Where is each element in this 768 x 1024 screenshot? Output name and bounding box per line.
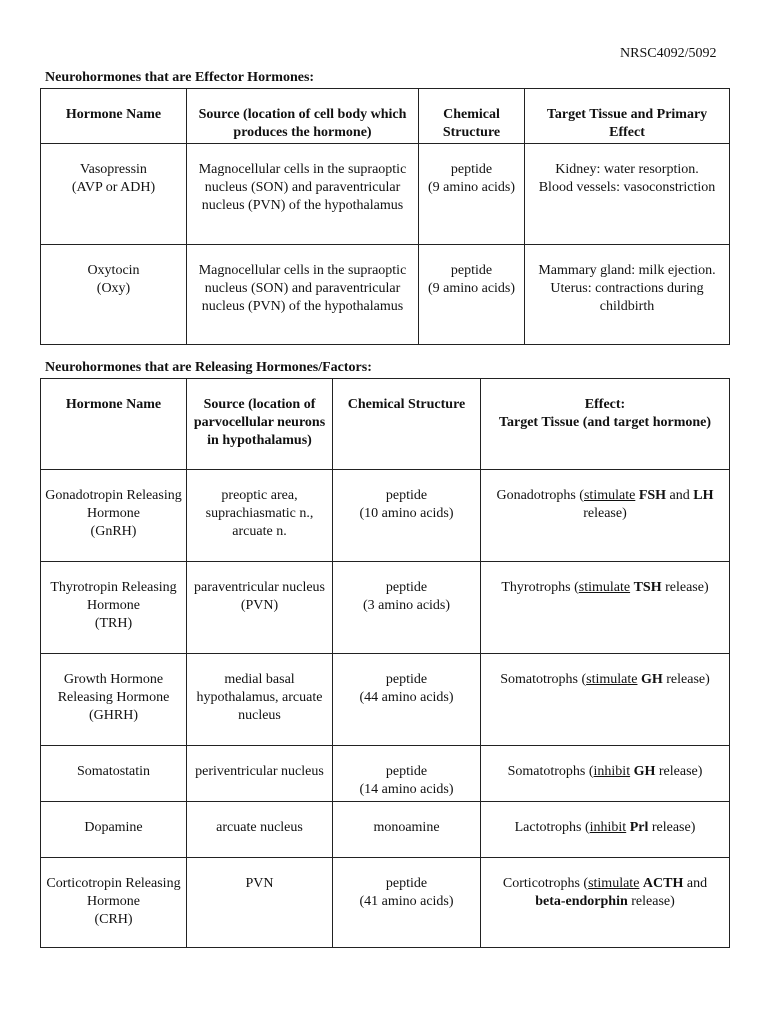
column-header: Chemical Structure <box>333 379 481 470</box>
effect-action: stimulate <box>588 876 640 891</box>
structure-detail: (44 amino acids) <box>359 690 454 705</box>
effect-suffix: release) <box>655 764 703 779</box>
structure-cell <box>419 144 525 245</box>
releasing-hormones-title: Neurohormones that are Releasing Hormones/Factors: <box>45 360 372 375</box>
effect-cell <box>481 858 730 948</box>
course-code: NRSC4092/5092 <box>620 46 717 61</box>
table-row <box>41 654 730 746</box>
table-header-row <box>41 379 730 470</box>
structure-cell <box>419 245 525 345</box>
structure-detail: (14 amino acids) <box>359 782 454 797</box>
target-hormone: beta-endorphin <box>535 894 628 909</box>
column-header: Chemical Structure <box>419 89 525 144</box>
hormone-name: Gonadotropin Releasing Hormone <box>45 488 182 521</box>
effect-action: stimulate <box>578 580 631 595</box>
effect-cell <box>481 562 730 654</box>
table-row <box>41 746 730 802</box>
structure-cell <box>333 858 481 948</box>
structure-detail: (9 amino acids) <box>427 180 516 195</box>
effect-target: Gonadotrophs ( <box>496 488 584 503</box>
structure-type: peptide <box>385 672 428 687</box>
source-text: Magnocellular cells in the supraoptic nucleus (SON) and paraventricular nucleus (PVN) of the hypothalamus <box>198 162 407 213</box>
hormone-name-cell <box>41 802 187 858</box>
structure-cell <box>333 470 481 562</box>
source-cell <box>187 746 333 802</box>
structure-type: peptide <box>385 488 428 503</box>
effect-target: Corticotrophs ( <box>502 876 589 891</box>
effect-suffix: release) <box>627 894 675 909</box>
effector-hormones-title: Neurohormones that are Effector Hormones: <box>45 70 315 85</box>
target-hormone: GH <box>640 672 663 687</box>
column-header: Hormone Name <box>41 379 187 470</box>
hormone-name-cell <box>41 562 187 654</box>
target-hormone: TSH <box>633 580 662 595</box>
effect-target: Thyrotrophs ( <box>501 580 579 595</box>
effect-action: stimulate <box>583 488 636 503</box>
structure-type: peptide <box>385 876 428 891</box>
effect-suffix: release) <box>648 820 696 835</box>
source-text: preoptic area, suprachiasmatic n., arcuate n. <box>205 488 314 539</box>
table-row <box>41 470 730 562</box>
structure-type: monoamine <box>373 820 440 835</box>
effect-text: Kidney: water resorption. <box>555 162 699 177</box>
structure-detail: (10 amino acids) <box>359 506 454 521</box>
source-cell <box>187 654 333 746</box>
hormone-name-cell <box>41 470 187 562</box>
hormone-abbreviation: (GHRH) <box>89 708 138 723</box>
structure-type: peptide <box>385 580 428 595</box>
structure-type: peptide <box>450 263 493 278</box>
target-hormone: FSH <box>638 488 667 503</box>
hormone-name-cell <box>41 144 187 245</box>
table-row <box>41 245 730 345</box>
effect-cell <box>481 746 730 802</box>
hormone-name: Vasopressin <box>80 162 147 177</box>
effect-conjunction: and <box>683 876 708 891</box>
structure-cell <box>333 562 481 654</box>
table-row <box>41 144 730 245</box>
effect-target: Lactotrophs ( <box>514 820 590 835</box>
hormone-name: Growth Hormone Releasing Hormone <box>57 672 170 705</box>
source-text: paraventricular nucleus <box>194 580 325 595</box>
source-text: PVN <box>245 876 274 891</box>
structure-type: peptide <box>385 764 428 779</box>
effect-cell <box>481 470 730 562</box>
effect-suffix: release) <box>583 506 627 521</box>
hormone-name-cell <box>41 654 187 746</box>
source-cell <box>187 802 333 858</box>
column-header: Source (location of cell body which produces the hormone) <box>187 89 419 144</box>
effect-text: Blood vessels: vasoconstriction <box>538 180 716 195</box>
hormone-name-cell <box>41 746 187 802</box>
source-text: medial basal hypothalamus, arcuate nucleus <box>196 672 323 723</box>
structure-cell <box>333 746 481 802</box>
source-cell <box>187 144 419 245</box>
effect-action: inhibit <box>593 764 631 779</box>
hormone-abbreviation: (AVP or ADH) <box>71 180 156 195</box>
hormone-abbreviation: (Oxy) <box>96 281 131 296</box>
column-header-line: Target Tissue (and target hormone) <box>498 415 712 430</box>
effect-cell <box>481 654 730 746</box>
effect-cell <box>525 245 730 345</box>
target-hormone: Prl <box>629 820 649 835</box>
effect-target: Somatotrophs ( <box>507 764 594 779</box>
effect-text: Mammary gland: milk ejection. <box>538 263 716 278</box>
column-header: Hormone Name <box>41 89 187 144</box>
hormone-name-cell <box>41 245 187 345</box>
releasing-hormones-table <box>40 378 730 948</box>
structure-detail: (9 amino acids) <box>427 281 516 296</box>
effect-action: stimulate <box>586 672 638 687</box>
hormone-name: Corticotropin Releasing Hormone <box>46 876 181 909</box>
hormone-abbreviation: (TRH) <box>94 616 133 631</box>
hormone-name-cell <box>41 858 187 948</box>
source-text: periventricular nucleus <box>195 764 324 779</box>
effect-action: inhibit <box>589 820 627 835</box>
column-header <box>481 379 730 470</box>
source-abbreviation: (PVN) <box>240 598 279 613</box>
hormone-name: Oxytocin <box>87 263 140 278</box>
effect-target: Somatotrophs ( <box>500 672 587 687</box>
effect-text: Uterus: contractions during childbirth <box>550 281 704 314</box>
target-hormone: ACTH <box>642 876 684 891</box>
effect-cell <box>481 802 730 858</box>
hormone-name: Thyrotropin Releasing Hormone <box>50 580 177 613</box>
source-cell <box>187 858 333 948</box>
source-cell <box>187 245 419 345</box>
effect-conjunction: and <box>666 488 694 503</box>
effect-suffix: release) <box>662 672 710 687</box>
effector-hormones-table <box>40 88 730 345</box>
hormone-abbreviation: (GnRH) <box>90 524 137 539</box>
target-hormone: LH <box>693 488 714 503</box>
structure-cell <box>333 802 481 858</box>
source-cell <box>187 562 333 654</box>
table-header-row <box>41 89 730 144</box>
source-cell <box>187 470 333 562</box>
hormone-name: Somatostatin <box>76 764 151 779</box>
effect-cell <box>525 144 730 245</box>
structure-detail: (3 amino acids) <box>362 598 451 613</box>
source-text: Magnocellular cells in the supraoptic nucleus (SON) and paraventricular nucleus (PVN) of the hypothalamus <box>198 263 407 314</box>
target-hormone: GH <box>633 764 656 779</box>
table-row <box>41 562 730 654</box>
column-header: Target Tissue and Primary Effect <box>525 89 730 144</box>
structure-cell <box>333 654 481 746</box>
structure-type: peptide <box>450 162 493 177</box>
source-text: arcuate nucleus <box>216 820 303 835</box>
structure-detail: (41 amino acids) <box>359 894 454 909</box>
table-row <box>41 858 730 948</box>
hormone-name: Dopamine <box>84 820 143 835</box>
effect-suffix: release) <box>661 580 709 595</box>
column-header-line: Effect: <box>584 397 626 412</box>
table-row <box>41 802 730 858</box>
hormone-abbreviation: (CRH) <box>94 912 133 927</box>
column-header: Source (location of parvocellular neurons in hypothalamus) <box>187 379 333 470</box>
